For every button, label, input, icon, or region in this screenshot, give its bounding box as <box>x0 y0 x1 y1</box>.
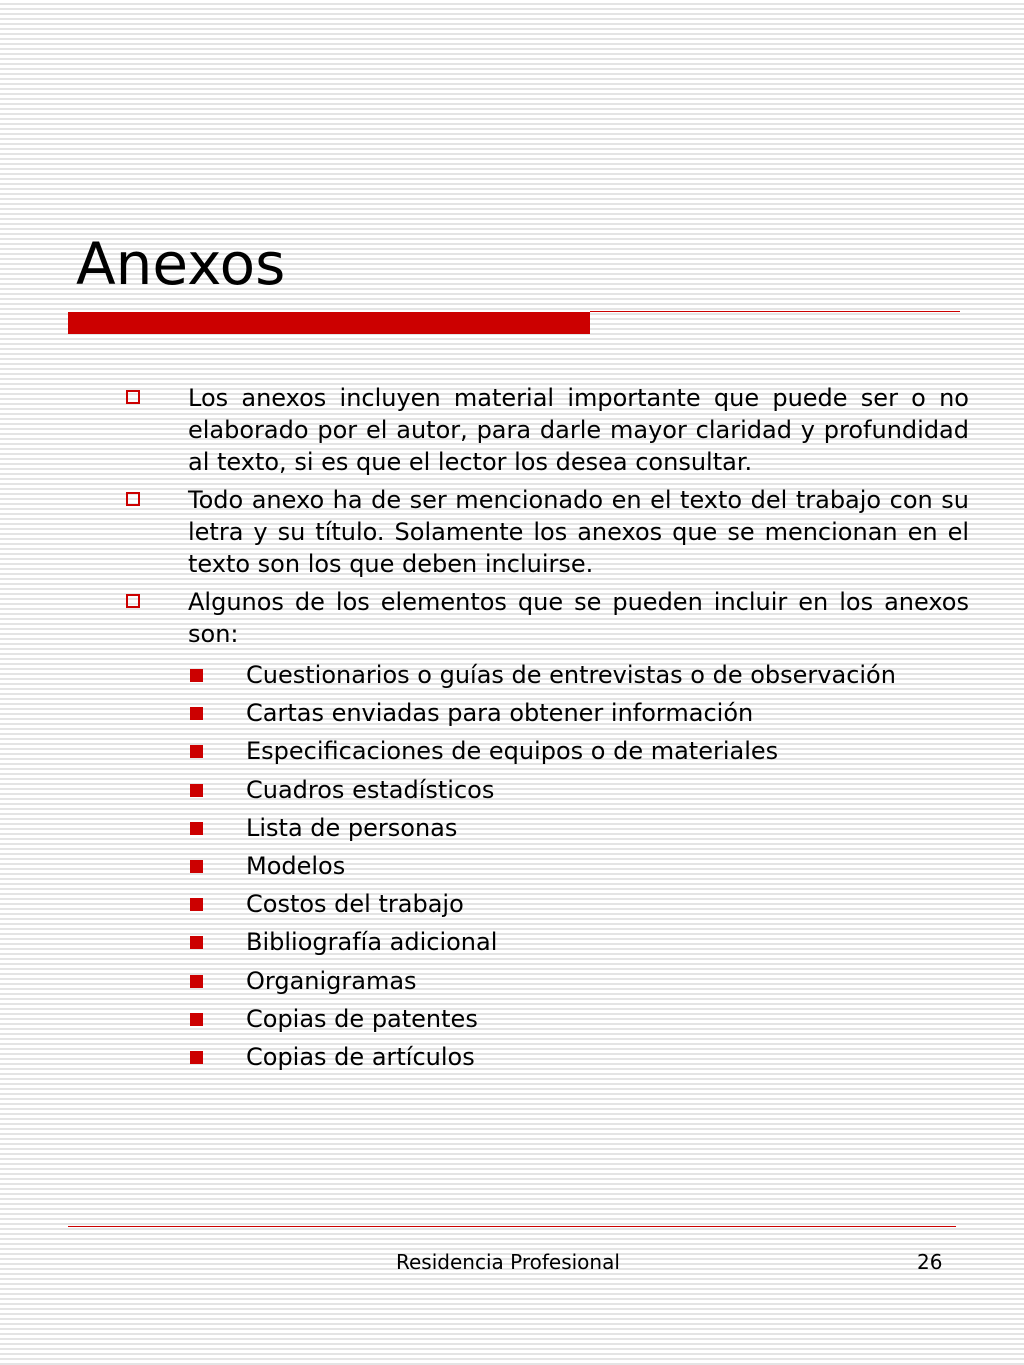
sub-bullet-text: Cuestionarios o guías de entrevistas o de observación <box>246 661 896 689</box>
filled-square-bullet-icon <box>190 1013 203 1026</box>
hollow-square-bullet-icon <box>126 390 140 404</box>
sub-bullet-text: Costos del trabajo <box>246 890 464 919</box>
bullet-item <box>188 586 969 650</box>
sub-bullet-item <box>188 923 1024 961</box>
footer-divider <box>68 1226 956 1227</box>
sub-bullet-text: Lista de personas <box>246 813 458 842</box>
bullet-text: Todo anexo ha de ser mencionado en el texto del trabajo con su letra y su título. Solamente los anexos que se mencionan en el texto son los que deben incluirse. <box>188 486 969 578</box>
sub-bullet-text: Especificaciones de equipos o de materiales <box>246 737 779 766</box>
sub-bullet-text: Copias de patentes <box>246 1004 478 1033</box>
sub-bullet-text: Cuadros estadísticos <box>246 775 495 804</box>
sub-bullet-item <box>188 809 1024 847</box>
sub-bullet-text: Bibliografía adicional <box>246 928 498 957</box>
filled-square-bullet-icon <box>190 745 203 758</box>
sub-bullet-item <box>188 771 1024 809</box>
filled-square-bullet-icon <box>190 822 203 835</box>
filled-square-bullet-icon <box>190 898 203 911</box>
sub-bullet-item <box>188 1038 1024 1076</box>
filled-square-bullet-icon <box>190 669 203 682</box>
sub-bullet-item <box>188 847 1024 885</box>
title-accent-line <box>590 311 960 312</box>
sub-bullet-list <box>188 656 1024 1076</box>
bullet-item <box>188 484 969 580</box>
sub-bullet-item <box>188 656 1024 694</box>
bullet-text: Los anexos incluyen material importante que puede ser o no elaborado por el autor, para darle mayor claridad y profundidad al texto, si es que el lector los desea consultar. <box>188 384 969 476</box>
page-number: 26 <box>917 1250 943 1274</box>
filled-square-bullet-icon <box>190 975 203 988</box>
sub-bullet-text: Cartas enviadas para obtener información <box>246 699 754 728</box>
hollow-square-bullet-icon <box>126 594 140 608</box>
sub-bullet-item <box>188 694 1024 732</box>
sub-bullet-item <box>188 1000 1024 1038</box>
slide-title: Anexos <box>76 230 286 298</box>
sub-bullet-text: Copias de artículos <box>246 1043 475 1072</box>
sub-bullet-text: Organigramas <box>246 966 417 995</box>
filled-square-bullet-icon <box>190 1051 203 1064</box>
bullet-item <box>188 382 969 478</box>
title-accent-bar <box>68 312 590 334</box>
bullet-list <box>0 382 1024 1076</box>
sub-bullet-item <box>188 732 1024 770</box>
sub-bullet-item <box>188 962 1024 1000</box>
filled-square-bullet-icon <box>190 784 203 797</box>
filled-square-bullet-icon <box>190 860 203 873</box>
sub-bullet-item <box>188 885 1024 923</box>
bullet-text: Algunos de los elementos que se pueden incluir en los anexos son: <box>188 588 969 648</box>
filled-square-bullet-icon <box>190 707 203 720</box>
footer-text: Residencia Profesional <box>396 1250 620 1274</box>
hollow-square-bullet-icon <box>126 492 140 506</box>
sub-bullet-text: Modelos <box>246 852 346 881</box>
filled-square-bullet-icon <box>190 936 203 949</box>
